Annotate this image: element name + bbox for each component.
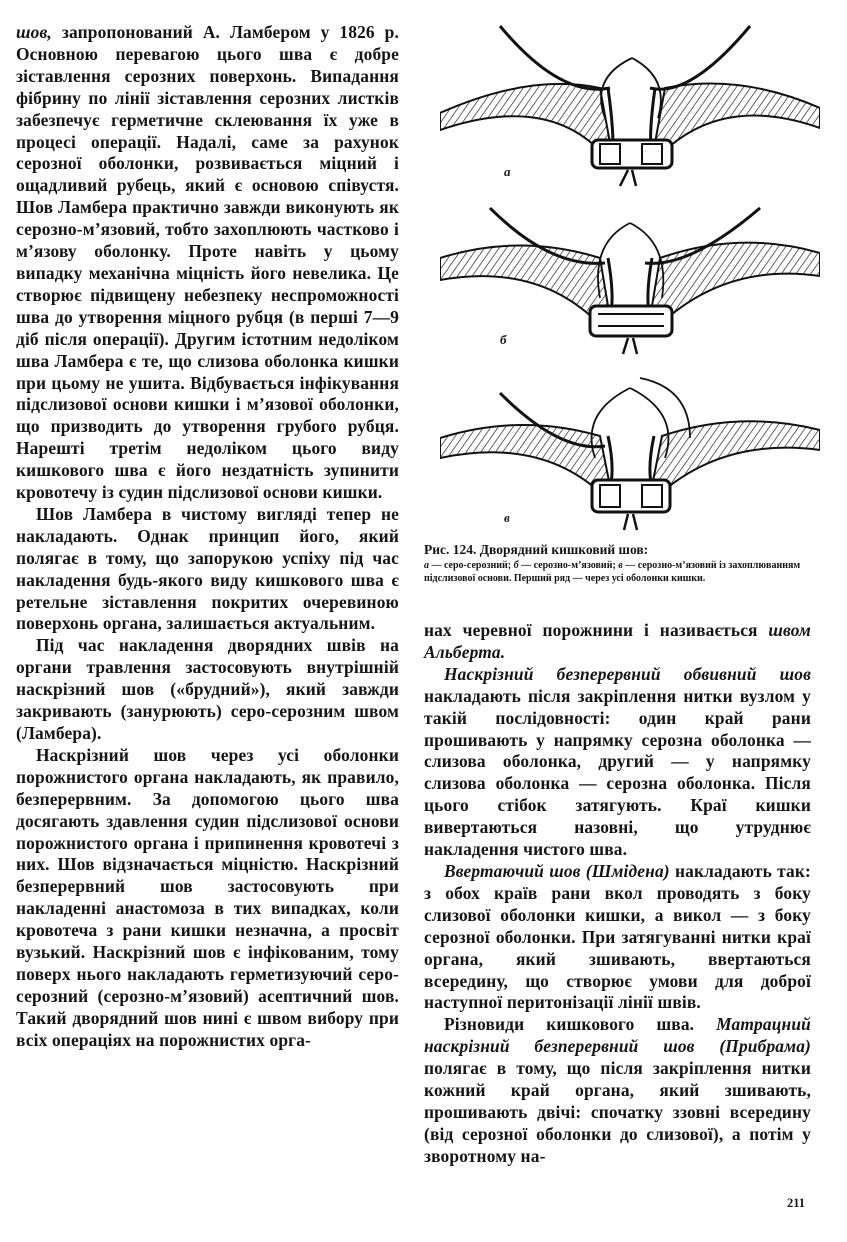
page-number: 211: [787, 1196, 806, 1210]
paragraph-text: нах черевної порожнини і називається: [424, 620, 769, 640]
paragraph-text: через усі оболонки порожнистого органа накладають, як правило, безперервним. За допомогою цього шва досягають здавлення судин підслизової основи порожнистого органа і припинення кровотечі з них. Шов відзначається міцністю. Наскрізний безперервний шов застосовують при накладенні анастомоза в тих випадках, коли кровотеча з рани кишки незначна, а просвіт вузький. Наскрізний шов є інфікованим, тому поверх нього накладають герметизуючий серо-серозний (серозно-м’язовий) асептичний шов. Такий дворядний шов нині є швом вибору при всіх операціях на порожнистих орга-: [16, 744, 399, 1050]
italic-term: швом Альберта.: [424, 620, 811, 662]
caption-title: Рис. 124. Дворядний кишковий шов:: [424, 542, 649, 557]
figure-caption: [424, 541, 814, 585]
left-column: [16, 22, 399, 1052]
paragraph-text: полягає в тому, що після закріплення нитки кожний край органа, який зшивають, прошивають двічі: спочатку ззовні всередину (від серозної оболонки до слизової), а потім у зворотному на-: [424, 1058, 811, 1166]
caption-desc-c: — серозно-м’язовий із захоплюванням підслизової основи. Перший ряд — через усі оболонки кишки.: [424, 560, 801, 584]
caption-desc-a: — серо-серозний;: [429, 560, 514, 571]
figure-124: [440, 18, 820, 543]
paragraph-text: запропонований А. Ламбером у 1826 р. Основною перевагою цього шва є добре зіставлення серозних поверхонь. Випадання фібрину по лінії зіставлення серозних листків забезпечує герметичне склеювання їх уже в процесі операції. Надалі, саме за рахунок серозної оболонки, розвивається міцний і ощадливий рубець, який є основою співустя. Шов Ламбера практично завжди виконують як серозно-м’язовий, тобто захоплюють частково і м’язову оболонку. Проте навіть у цьому випадку механічна міцність його невелика. Це створює підвищену небезпеку неспроможності шва до утворення міцного рубця (в перші 7—9 діб після операції). Другим істотним недоліком шва Ламбера є те, що слизова оболонка кишки при цьому не ушита. Відбувається інфікування підслизової основи кишки і м’язової оболонки, що призводить до утворення грубого рубця. Нарешті третім недоліком цього виду кишкового шва є його нездатність зупинити кровотечу із судин підслизової основи кишки.: [16, 22, 399, 503]
italic-term: Ввертаючий шов (Шмідена): [444, 860, 670, 881]
caption-key-c: в: [618, 560, 623, 571]
paragraph: [16, 22, 399, 504]
paragraph: [16, 745, 399, 1052]
paragraph: [424, 620, 811, 664]
caption-text: [424, 560, 814, 585]
italic-term: Матрацний наскрізний безперервний шов (Прибрама): [424, 1014, 811, 1057]
right-column: [424, 620, 811, 1168]
panel-label-c: в: [504, 510, 510, 525]
italic-term: шов,: [16, 22, 52, 42]
suture-panel-b: [440, 208, 820, 354]
paragraph-text: накладають так: з обох країв рани вкол проводять з боку слизової оболонки кишки, а викол — з боку серозної оболонки. При затягуванні нитки краї органа, який зшивають, ввертаються всередину, що створює умови для доброї наступної перитонізації лінії швів.: [424, 860, 811, 1013]
paragraph: [424, 861, 811, 1014]
paragraph: [424, 664, 811, 861]
suture-illustration: [440, 18, 820, 543]
suture-panel-c: [440, 378, 820, 530]
caption-desc-b: — серозно-м’язовий;: [518, 560, 619, 571]
suture-panel-a: [440, 26, 820, 186]
panel-label-a: а: [504, 164, 511, 179]
paragraph: Під час накладення дворядних швів на органи травлення застосовують внутрішній наскрізний шов («брудний»), який завжди закривають (занурюють) серо-серозним швом (Ламбера).: [16, 635, 399, 743]
caption-key-a: а: [424, 560, 429, 571]
caption-key-b: б: [513, 560, 519, 571]
run-in-heading: Різновиди кишкового шва.: [444, 1014, 695, 1035]
panel-label-b: б: [500, 332, 507, 347]
run-in-heading: Наскрізний шов: [36, 744, 187, 765]
italic-term: Наскрізний безперервний обвивний шов: [444, 663, 811, 684]
paragraph-text: накладають після закріплення нитки вузлом у такій послідовності: один край рани прошивають у напрямку серозна оболонка — слизова оболонка, другий — у напрямку слизова оболонка — серозна оболонка. Після цього стібок затягують. Краї кишки вивертаються назовні, що утруднює накладення чистого шва.: [424, 685, 811, 860]
paragraph: Шов Ламбера в чистому вигляді тепер не накладають. Однак принцип його, який полягає в тому, що запорукою успіху під час накладення будь-якого виду кишкового шва є ретельне зіставлення покритих очеревиною поверхонь органа, залишається актуальним.: [16, 503, 399, 634]
paragraph: [424, 1014, 811, 1167]
